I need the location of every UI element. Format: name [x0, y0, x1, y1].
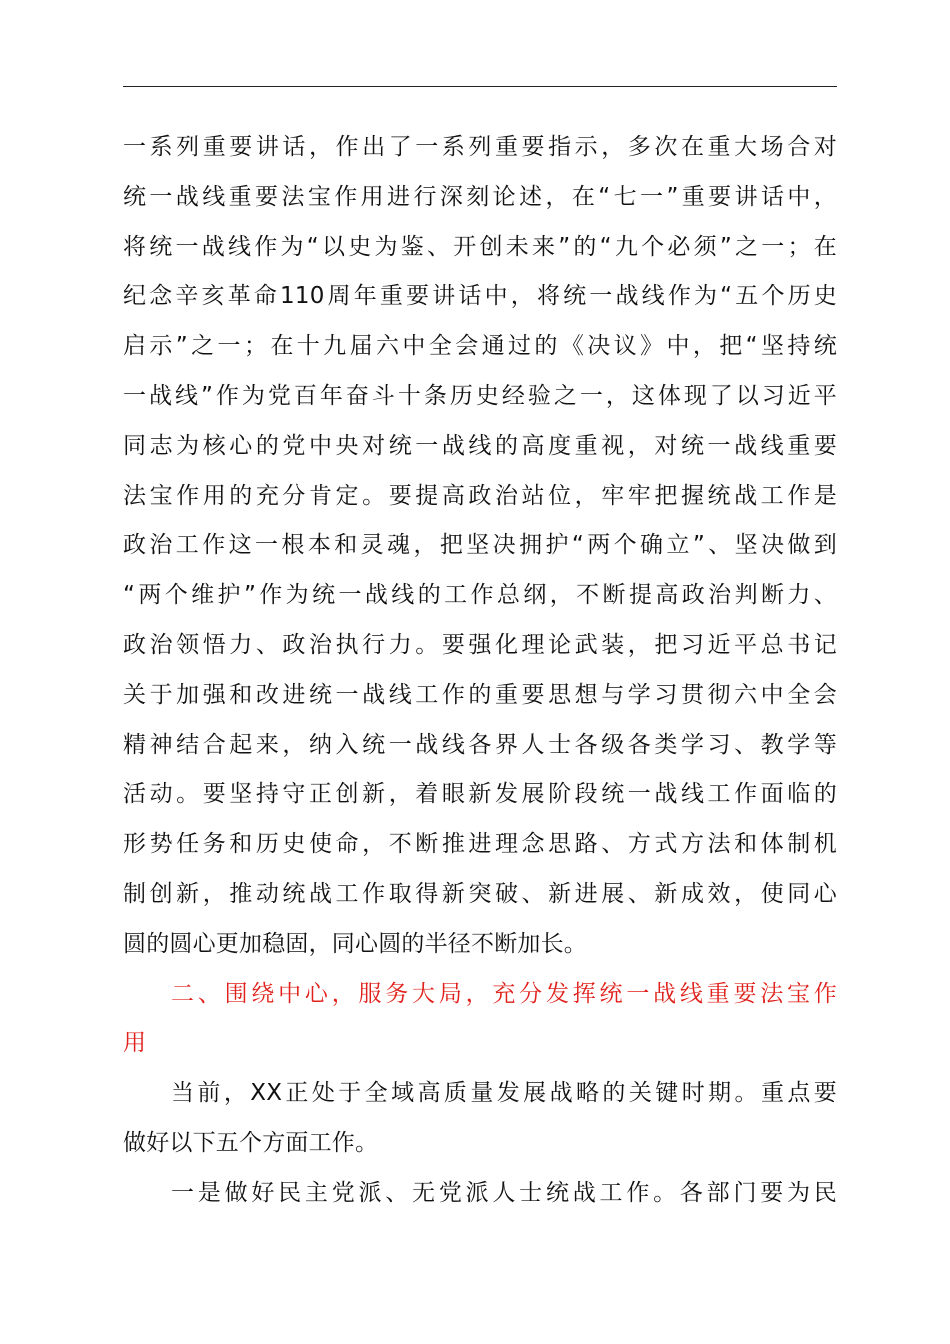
text-line: 将统一战线作为“以史为鉴、开创未来”的“九个必须”之一；在 — [123, 233, 837, 260]
section-heading — [123, 970, 837, 1070]
text-line: 统一战线重要法宝作用进行深刻论述，在“七一”重要讲话中， — [123, 183, 837, 210]
paragraph — [123, 1169, 837, 1219]
text-line: 法宝作用的充分肯定。要提高政治站位，牢牢把握统战工作是 — [123, 482, 837, 509]
header-rule — [123, 86, 837, 87]
text-line: 一战线”作为党百年奋斗十条历史经验之一，这体现了以习近平 — [123, 382, 837, 409]
text-line: 圆的圆心更加稳固，同心圆的半径不断加长。 — [123, 930, 587, 957]
heading-line: 用 — [123, 1030, 147, 1057]
paragraph — [123, 1069, 837, 1169]
text-line: 政治工作这一根本和灵魂，把坚决拥护“两个确立”、坚决做到 — [123, 532, 837, 559]
text-line: 关于加强和改进统一战线工作的重要思想与学习贯彻六中全会 — [123, 681, 837, 708]
text-line: 启示”之一；在十九届六中全会通过的《决议》中，把“坚持统 — [123, 333, 837, 360]
text-line: 精神结合起来，纳入统一战线各界人士各级各类学习、教学等 — [123, 731, 837, 758]
text-line: 制创新，推动统战工作取得新突破、新进展、新成效，使同心 — [123, 880, 837, 907]
heading-line: 二、围绕中心，服务大局，充分发挥统一战线重要法宝作 — [171, 980, 837, 1007]
text-line: 一是做好民主党派、无党派人士统战工作。各部门要为民 — [171, 1179, 837, 1206]
text-line: “两个维护”作为统一战线的工作总纲，不断提高政治判断力、 — [123, 582, 837, 609]
text-line: 同志为核心的党中央对统一战线的高度重视，对统一战线重要 — [123, 432, 837, 459]
text-line: 一系列重要讲话，作出了一系列重要指示，多次在重大场合对 — [123, 134, 837, 160]
text-line: 当前，XX正处于全域高质量发展战略的关键时期。重点要 — [171, 1080, 837, 1107]
text-line: 做好以下五个方面工作。 — [123, 1129, 379, 1156]
text-line: 政治领悟力、政治执行力。要强化理论武装，把习近平总书记 — [123, 631, 837, 658]
document-body — [123, 123, 837, 1219]
text-line: 活动。要坚持守正创新，着眼新发展阶段统一战线工作面临的 — [123, 781, 837, 808]
text-line: 纪念辛亥革命110周年重要讲话中，将统一战线作为“五个历史 — [123, 283, 837, 310]
text-line: 形势任务和历史使命，不断推进理念思路、方式方法和体制机 — [123, 831, 837, 858]
paragraph — [123, 123, 837, 970]
